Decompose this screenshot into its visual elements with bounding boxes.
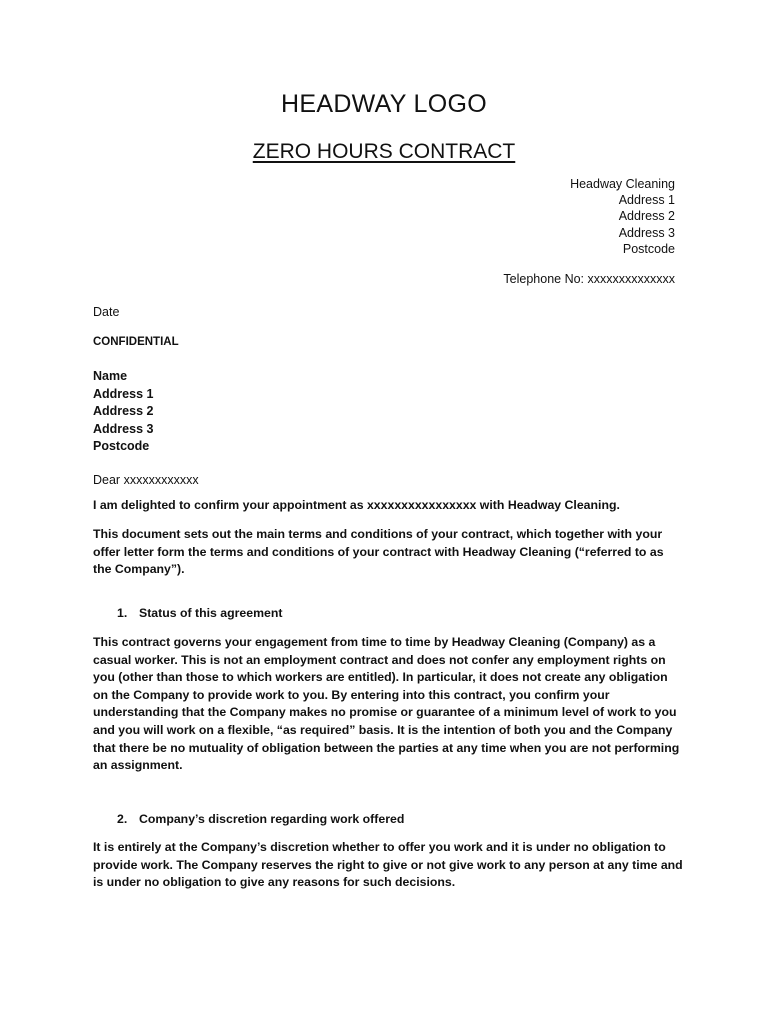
section-number: 1. xyxy=(117,606,128,620)
section-number: 2. xyxy=(117,812,128,826)
sender-address-line: Address 3 xyxy=(618,225,675,240)
section-heading xyxy=(117,606,283,620)
salutation: Dear xxxxxxxxxxxx xyxy=(93,473,199,487)
recipient-address-line: Address 3 xyxy=(93,421,154,436)
sender-address-line: Address 2 xyxy=(618,209,675,224)
section-body: It is entirely at the Company’s discretion whether to offer you work and it is under no obligation to provide work. The Company reserves the right to give or not give work to any person at any time and is under no obligation to give any reasons for such decisions. xyxy=(93,840,683,890)
sender-postcode: Postcode xyxy=(622,241,675,256)
section-title: Company’s discretion regarding work offered xyxy=(139,812,405,826)
recipient-address-line: Address 2 xyxy=(93,404,154,419)
section-title: Status of this agreement xyxy=(139,606,283,620)
section-heading xyxy=(117,812,404,826)
contract-title: ZERO HOURS CONTRACT xyxy=(252,140,516,163)
date-label: Date xyxy=(93,305,120,319)
intro-paragraph: I am delighted to confirm your appointment as xxxxxxxxxxxxxxxx with Headway Cleaning. xyxy=(93,498,620,512)
confidential-label: CONFIDENTIAL xyxy=(93,336,179,348)
logo-placeholder: HEADWAY LOGO xyxy=(281,90,487,118)
sender-company: Headway Cleaning xyxy=(570,177,675,191)
intro-paragraph: This document sets out the main terms and conditions of your contract, which together with your offer letter form the terms and conditions of your contract with Headway Cleaning (“referred to as the Company”). xyxy=(93,527,664,577)
sender-address-line: Address 1 xyxy=(618,193,675,208)
recipient-postcode: Postcode xyxy=(93,439,150,454)
recipient-address xyxy=(93,368,153,456)
sender-telephone: Telephone No: xxxxxxxxxxxxxx xyxy=(503,272,675,286)
sender-address xyxy=(570,176,675,257)
section-body: This contract governs your engagement from time to time by Headway Cleaning (Company) as a casual worker. This is not an employment contract and does not confer any employment rights on you (other than those to which workers are entitled). In particular, it does not create any obligation on the Company to provide work to you. By entering into this contract, you confirm your understanding that the Company makes no promise or guarantee of a minimum level of work to you and you will work on a flexible, “as required” basis. It is the intention of both you and the Company that there be no mutuality of obligation between the parties at any time when you are not performing an assignment. xyxy=(93,635,680,773)
recipient-name: Name xyxy=(93,369,128,383)
recipient-address-line: Address 1 xyxy=(93,386,154,401)
